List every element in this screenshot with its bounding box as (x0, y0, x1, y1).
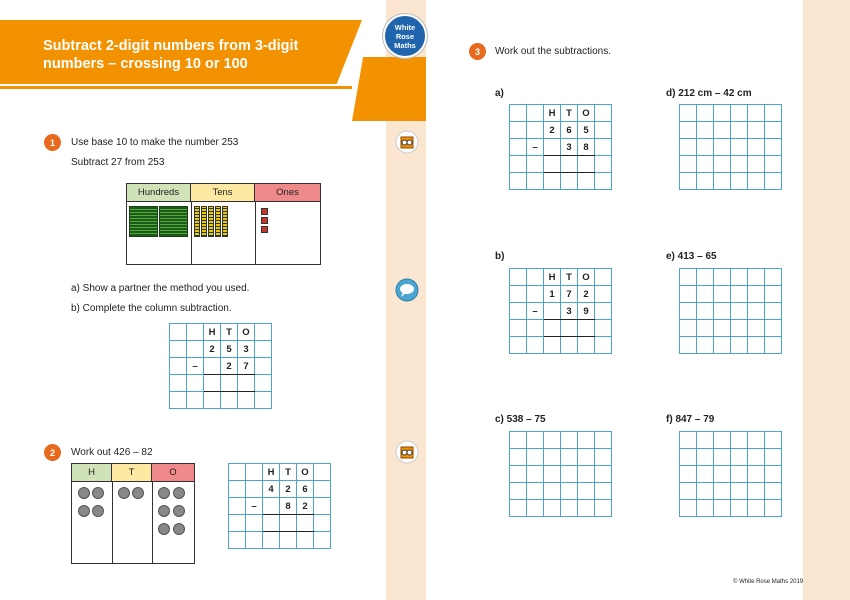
answer-cell[interactable] (561, 156, 578, 173)
page-title (43, 37, 343, 73)
o-header: O (152, 464, 194, 482)
counter (173, 523, 185, 535)
question-number-3: 3 (469, 43, 486, 60)
minus-sign: – (527, 303, 544, 320)
grid-cell: H (263, 464, 280, 481)
ten-rod (194, 206, 200, 237)
ten-rod (208, 206, 214, 237)
grid-cell: 7 (561, 286, 578, 303)
q1-place-value-chart (126, 183, 321, 265)
hundred-block (129, 206, 158, 237)
grid-cell: 3 (238, 341, 255, 358)
one-cube (261, 208, 268, 215)
ten-rod (201, 206, 207, 237)
grid-cell (204, 358, 221, 375)
q3b-column-grid (509, 268, 612, 354)
grid-cell: 3 (561, 303, 578, 320)
logo-text-3: Maths (394, 40, 416, 50)
grid-cell (544, 139, 561, 156)
answer-cell[interactable] (578, 156, 595, 173)
title-banner-underline (0, 86, 352, 89)
grid-cell: H (544, 105, 561, 122)
grid-cell: 2 (578, 286, 595, 303)
q3c-empty-grid[interactable] (509, 431, 612, 517)
divider (152, 482, 153, 563)
grid-cell: 6 (561, 122, 578, 139)
answer-cell[interactable] (221, 375, 238, 392)
grid-cell: T (221, 324, 238, 341)
one-cube (261, 226, 268, 233)
divider (112, 482, 113, 563)
grid-cell: 5 (578, 122, 595, 139)
grid-cell: 2 (280, 481, 297, 498)
minus-sign: – (527, 139, 544, 156)
q1-part-a: a) Show a partner the method you used. (71, 283, 250, 294)
grid-cell: 7 (238, 358, 255, 375)
divider (255, 202, 256, 264)
answer-cell[interactable] (263, 515, 280, 532)
grid-cell (263, 498, 280, 515)
grid-cell: 2 (204, 341, 221, 358)
q3e-empty-grid[interactable] (679, 268, 782, 354)
q3-part-c-label: c) 538 – 75 (495, 414, 546, 425)
grid-cell: T (280, 464, 297, 481)
grid-cell: 5 (221, 341, 238, 358)
counter (158, 487, 170, 499)
grid-cell: T (561, 269, 578, 286)
q2-column-grid (228, 463, 331, 549)
counter (92, 505, 104, 517)
copyright-footer: © White Rose Maths 2019 (733, 579, 804, 585)
logo-text-1: White (394, 22, 416, 32)
title-line-1: Subtract 2-digit numbers from 3-digit (43, 38, 299, 54)
q3-part-e-label: e) 413 – 65 (666, 251, 717, 262)
grid-cell: O (578, 105, 595, 122)
orange-panel (352, 57, 426, 121)
q1-part-b: b) Complete the column subtraction. (71, 303, 232, 314)
grid-cell: O (297, 464, 314, 481)
counter (118, 487, 130, 499)
ten-rod (215, 206, 221, 237)
grid-cell: 1 (544, 286, 561, 303)
logo-text-2: Rose (395, 31, 415, 41)
grid-cell (544, 303, 561, 320)
counter (132, 487, 144, 499)
title-line-2: numbers – crossing 10 or 100 (43, 56, 248, 72)
counter (78, 505, 90, 517)
grid-cell: 8 (578, 139, 595, 156)
minus-sign: – (246, 498, 263, 515)
answer-cell[interactable] (238, 375, 255, 392)
q3d-empty-grid[interactable] (679, 104, 782, 190)
grid-cell: O (578, 269, 595, 286)
ones-header: Ones (255, 184, 320, 202)
question-number-1: 1 (44, 134, 61, 151)
grid-cell: 2 (544, 122, 561, 139)
tens-header: Tens (191, 184, 255, 202)
minus-sign: – (187, 358, 204, 375)
q3a-column-grid (509, 104, 612, 190)
q3f-empty-grid[interactable] (679, 431, 782, 517)
counter (78, 487, 90, 499)
grid-cell: 6 (297, 481, 314, 498)
answer-cell[interactable] (204, 375, 221, 392)
q3-part-a-label: a) (495, 88, 504, 99)
answer-cell[interactable] (297, 515, 314, 532)
answer-cell[interactable] (280, 515, 297, 532)
q1-instruction: Use base 10 to make the number 253 (71, 137, 239, 148)
right-margin-strip (803, 0, 850, 600)
q1-column-grid (169, 323, 272, 409)
base10-cube-icon (395, 130, 419, 154)
h-header: H (72, 464, 112, 482)
one-cube (261, 217, 268, 224)
q3-part-b-label: b) (495, 251, 505, 262)
q1-subtract-instruction: Subtract 27 from 253 (71, 157, 165, 168)
counter (173, 505, 185, 517)
answer-cell[interactable] (561, 320, 578, 337)
question-number-2: 2 (44, 444, 61, 461)
divider (191, 202, 192, 264)
hundred-block (159, 206, 188, 237)
q3-instruction: Work out the subtractions. (495, 46, 611, 57)
grid-cell: 2 (221, 358, 238, 375)
grid-cell: 3 (561, 139, 578, 156)
counter (173, 487, 185, 499)
grid-cell: H (544, 269, 561, 286)
grid-cell: 4 (263, 481, 280, 498)
answer-cell[interactable] (544, 320, 561, 337)
base10-cube-icon (395, 440, 419, 464)
hundreds-header: Hundreds (127, 184, 191, 202)
grid-cell: O (238, 324, 255, 341)
counter (92, 487, 104, 499)
counter (158, 505, 170, 517)
q2-instruction: Work out 426 – 82 (71, 447, 153, 458)
grid-cell: T (561, 105, 578, 122)
grid-cell: 8 (280, 498, 297, 515)
grid-cell: 2 (297, 498, 314, 515)
grid-cell: 9 (578, 303, 595, 320)
answer-cell[interactable] (544, 156, 561, 173)
discussion-bubble-icon (395, 278, 419, 302)
t-header: T (112, 464, 152, 482)
grid-cell: H (204, 324, 221, 341)
answer-cell[interactable] (578, 320, 595, 337)
ten-rod (222, 206, 228, 237)
q3-part-f-label: f) 847 – 79 (666, 414, 715, 425)
q3-part-d-label: d) 212 cm – 42 cm (666, 88, 752, 99)
q2-place-value-chart (71, 463, 195, 564)
white-rose-logo (383, 14, 427, 58)
counter (158, 523, 170, 535)
